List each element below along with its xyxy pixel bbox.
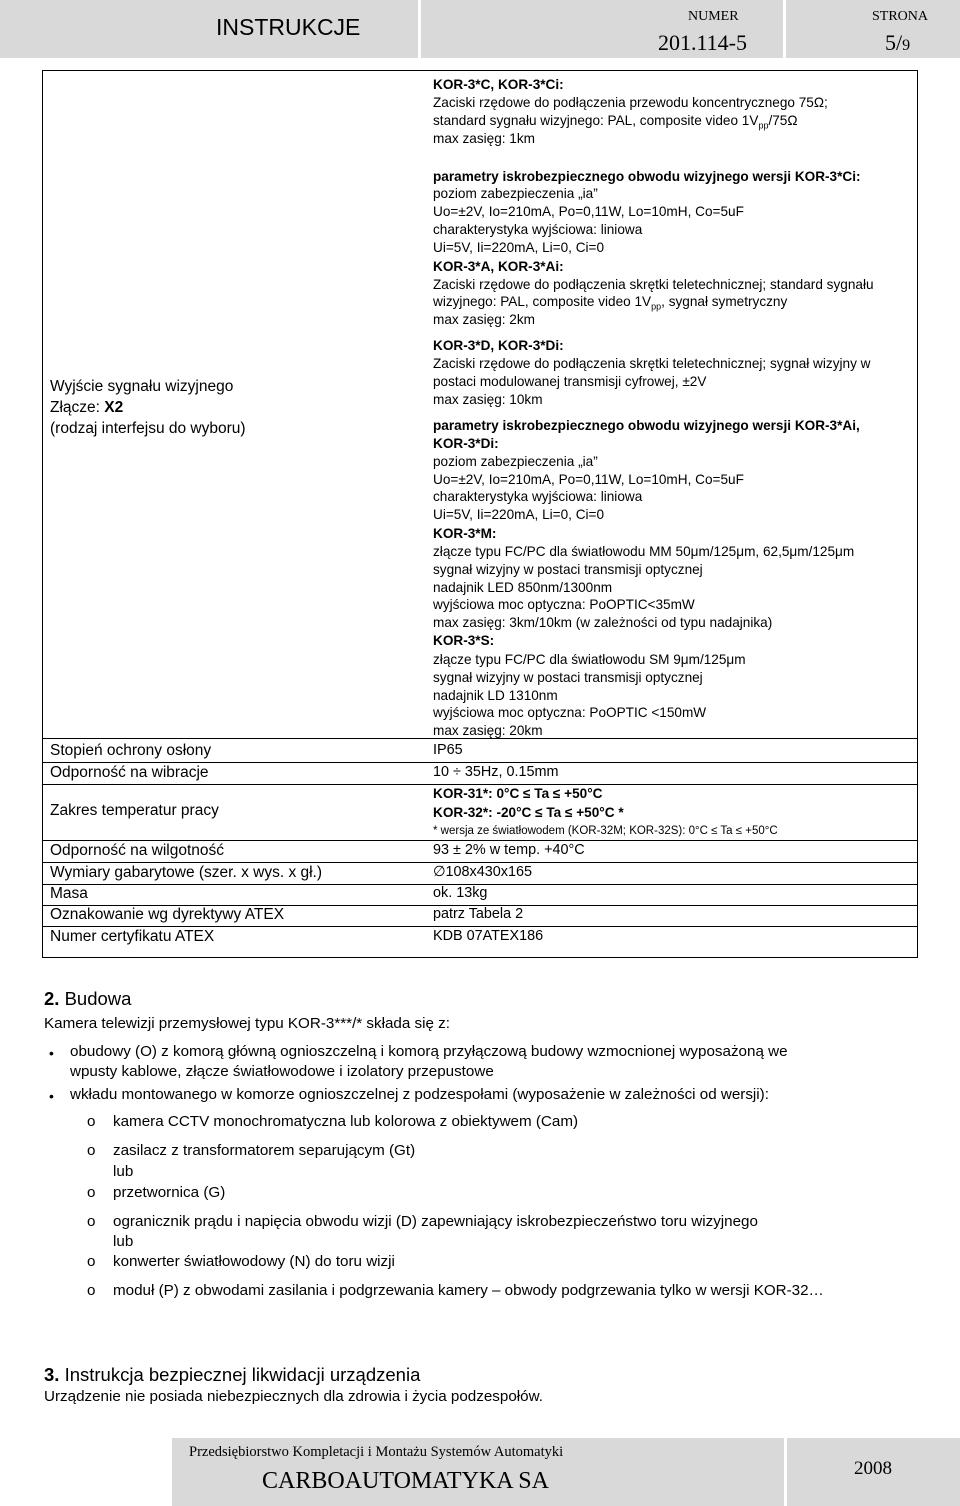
circle-bullet-icon: o [87,1213,96,1230]
value-mass: ok. 13kg [433,885,488,901]
list-subitem: moduł (P) z obwodami zasilania i podgrzewania kamery – obwody podgrzewania tylko w wersji KOR-32… [113,1282,824,1299]
list-subitem: zasilacz z transformatorem separującym (Gt) [113,1142,416,1159]
kor3a-line: max zasięg: 2km [433,312,535,327]
list-subitem: kamera CCTV monochromatyczna lub kolorowa z obiektywem (Cam) [113,1113,579,1130]
kor3a-title: KOR-3*A, KOR-3*Ai: [433,259,564,274]
row-divider [42,762,918,763]
section-3-text: Urządzenie nie posiada niebezpiecznych dla zdrowia i życia podzespołów. [44,1388,543,1405]
params-line: Ui=5V, Ii=220mA, Li=0, Ci=0 [433,240,605,255]
section-2-heading: 2. Budowa [44,988,132,1009]
strona-label: STRONA [872,9,929,24]
kor3a-line: Zaciski rzędowe do podłączenia skrętki teletechnicznej; standard sygnału [433,277,874,292]
kor3c-line: max zasięg: 1km [433,131,535,146]
kor3m-line: wyjściowa moc optyczna: PoOPTIC<35mW [433,597,695,612]
kor3s-line: sygnał wizyjny w postaci transmisji optycznej [433,670,703,685]
row-divider [42,738,918,739]
kor3c-line: standard sygnału wizyjnego: PAL, composite video $1V_{pp}/75\Omega$ [433,113,798,131]
label-interface: (rodzaj interfejsu do wyboru) [50,420,246,437]
label-vibration: Odporność na wibracje [50,764,209,781]
list-item: wkładu montowanego w komorze ognioszczelnej z podzespołami (wyposażenie w zależności od wersji): [70,1086,769,1103]
params-line: poziom zabezpieczenia „ia” [433,454,598,469]
circle-bullet-icon: o [87,1282,96,1299]
row-divider [42,926,918,927]
label-ip: Stopień ochrony osłony [50,742,212,759]
bullet-icon: • [49,1045,54,1061]
circle-bullet-icon: o [87,1113,96,1130]
label-humidity: Odporność na wilgotność [50,842,225,859]
kor3m-line: sygnał wizyjny w postaci transmisji optycznej [433,562,703,577]
page-number: 5/9 [885,30,911,55]
label-certificate: Numer certyfikatu ATEX [50,928,215,945]
kor3c-title: KOR-3*C, KOR-3*Ci: [433,77,564,92]
params-line: Uo=±2V, Io=210mA, Po=0,11W, Lo=10mH, Co=5uF [433,204,744,219]
value-dimensions: ∅108x430x165 [433,864,532,880]
list-subitem: przetwornica (G) [113,1184,226,1201]
params-line: charakterystyka wyjściowa: liniowa [433,489,643,504]
label-mass: Masa [50,885,88,902]
document-type: INSTRUKCJE [216,14,361,40]
kor3s-line: max zasięg: 20km [433,723,543,738]
kor3s-title: KOR-3*S: [433,633,495,648]
kor3d-line: max zasięg: 10km [433,392,543,407]
params-line: Ui=5V, Ii=220mA, Li=0, Ci=0 [433,507,605,522]
row-divider [42,784,918,785]
company-name: Przedsiębiorstwo Kompletacji i Montażu Systemów Automatyki [189,1444,564,1460]
value-ip: IP65 [433,742,463,758]
circle-bullet-icon: o [87,1184,96,1201]
kor3s-line: wyjściowa moc optyczna: PoOPTIC <150mW [433,705,707,720]
value-certificate: KDB 07ATEX186 [433,928,544,944]
list-subitem: konwerter światłowodowy (N) do toru wizji [113,1253,395,1270]
kor3s-line: złącze typu FC/PC dla światłowodu SM 9μm/125μm [433,652,746,667]
value-temp-note: * wersja ze światłowodem (KOR-32M; KOR-32S): 0°C ≤ Ta ≤ +50°C [433,825,778,837]
list-subitem: lub [113,1163,134,1180]
kor3m-line: złącze typu FC/PC dla światłowodu MM 50μm/125μm, 62,5μm/125μm [433,544,855,559]
list-item: wpusty kablowe, złącze światłowodowe i izolatory przepustowe [70,1063,494,1080]
circle-bullet-icon: o [87,1142,96,1159]
row-divider [42,840,918,841]
document-year: 2008 [854,1458,892,1479]
document-number: 201.114-5 [658,30,748,55]
list-subitem: lub [113,1233,134,1250]
params-ai-title: parametry iskrobezpiecznego obwodu wizyjnego wersji KOR-3*Ai, [433,418,860,433]
section-3-heading: 3. Instrukcja bezpiecznej likwidacji urządzenia [44,1364,421,1385]
params-line: poziom zabezpieczenia „ia” [433,186,598,201]
row-divider [42,862,918,863]
kor3d-line: Zaciski rzędowe do podłączenia skrętki teletechnicznej; sygnał wizyjny w [433,356,871,371]
kor3m-title: KOR-3*M: [433,526,497,541]
kor3d-title: KOR-3*D, KOR-3*Di: [433,338,564,353]
value-temp-kor31: KOR-31*: 0°C ≤ Ta ≤ +50°C [433,786,603,801]
kor3a-line: wizyjnego: PAL, composite video $1V_{pp}$, sygnał symetryczny [433,294,788,312]
params-line: charakterystyka wyjściowa: liniowa [433,222,643,237]
params-ai-title: KOR-3*Di: [433,436,499,451]
page-footer [0,1438,960,1506]
page-header [0,0,960,58]
value-temp-kor32: KOR-32*: -20°C ≤ Ta ≤ +50°C * [433,805,624,820]
value-vibration: 10 ÷ 35Hz, 0.15mm [433,764,559,780]
list-item: obudowy (O) z komorą główną ognioszczelną i komorą przyłączową budowy wzmocnionej wyposażoną we [70,1043,788,1060]
label-connector: Złącze: X2 [50,399,124,416]
kor3d-line: postaci modulowanej transmisji cyfrowej, ±2V [433,374,707,389]
label-video-output: Wyjście sygnału wizyjnego [50,378,234,395]
kor3m-line: max zasięg: 3km/10km (w zależności od typu nadajnika) [433,615,773,630]
label-temperature: Zakres temperatur pracy [50,802,219,819]
value-atex: patrz Tabela 2 [433,906,524,922]
label-dimensions: Wymiary gabarytowe (szer. x wys. x gł.) [50,864,323,881]
list-subitem: ogranicznik prądu i napięcia obwodu wizji (D) zapewniający iskrobezpieczeństwo toru wizyjnego [113,1213,758,1230]
kor3m-line: nadajnik LED 850nm/1300nm [433,580,613,595]
numer-label: NUMER [688,9,739,24]
label-atex: Oznakowanie wg dyrektywy ATEX [50,906,285,923]
params-line: Uo=±2V, Io=210mA, Po=0,11W, Lo=10mH, Co=5uF [433,472,744,487]
params-ci-title: parametry iskrobezpiecznego obwodu wizyjnego wersji KOR-3*Ci: [433,169,861,184]
kor3c-line: Zaciski rzędowe do podłączenia przewodu koncentrycznego 75Ω; [433,95,828,110]
section-2-intro: Kamera telewizji przemysłowej typu KOR-3***/* składa się z: [44,1015,450,1032]
circle-bullet-icon: o [87,1253,96,1270]
company-brand: CARBOAUTOMATYKA SA [262,1468,549,1494]
value-humidity: 93 ± 2% w temp. +40°C [433,842,585,858]
kor3s-line: nadajnik LD 1310nm [433,688,558,703]
bullet-icon: • [49,1088,54,1104]
